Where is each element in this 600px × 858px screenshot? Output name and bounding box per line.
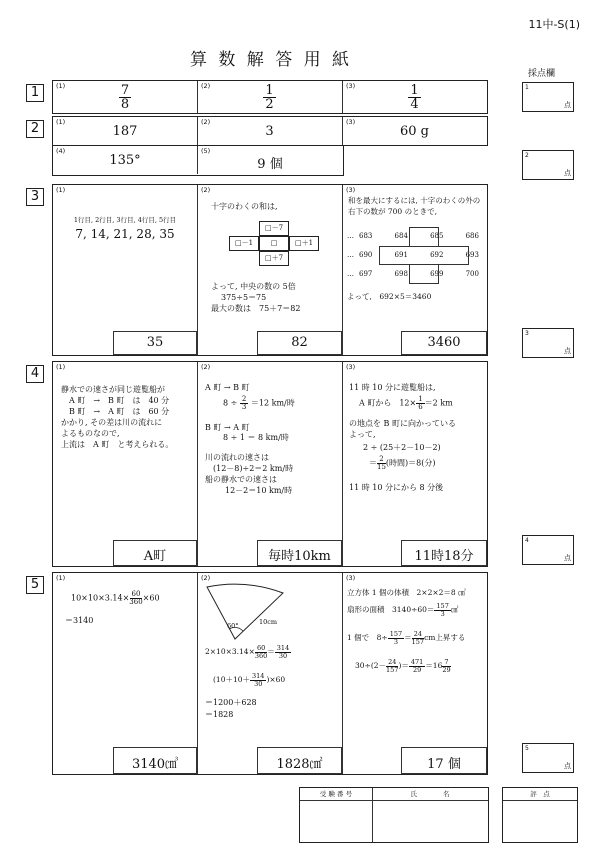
answer-2-4[interactable]: 135°	[109, 153, 141, 168]
work-line: 立方体 1 個の体積 2×2×2＝8 ㎤	[347, 588, 466, 597]
dots: …	[347, 270, 354, 278]
exam-number-label: 受 験 番 号	[319, 790, 353, 798]
total-score-box	[502, 787, 578, 843]
answer-5-1[interactable]: 3140㎤	[131, 757, 179, 772]
score-box-2[interactable]	[522, 150, 574, 180]
part-label: (1)	[56, 574, 66, 582]
work-line: 10×10×3.14× $\frac{60}{360}$ ×60	[71, 590, 160, 606]
work-line: 11 時 10 分に遊覧船は,	[349, 383, 436, 392]
question-2-number: 2	[26, 120, 44, 138]
answer-2-5[interactable]: 9 個	[257, 157, 283, 172]
work-line: 2 ÷ (25＋2－10－2)	[363, 443, 441, 452]
number-grid: 683 684 685 686 690 691 692 693 697 698 699 700	[359, 232, 479, 278]
work-line: よって, 692×5＝3460	[347, 292, 432, 301]
work-line: A 町 → B 町 は 40 分	[69, 396, 170, 405]
work-line: よるものなので,	[61, 429, 120, 438]
score-no: 2	[525, 152, 529, 159]
intro-text: 十字のわくの和は,	[211, 202, 278, 211]
answer-3-2[interactable]: 82	[291, 335, 308, 350]
score-box-5[interactable]	[522, 743, 574, 773]
answer-4-2[interactable]: 毎時10km	[268, 549, 331, 564]
page-code: 11中-S(1)	[528, 18, 580, 31]
part-label: (5)	[201, 147, 211, 155]
question-4-number: 4	[26, 365, 44, 383]
work-line: の地点を B 町に向かっている	[349, 419, 456, 428]
question-5-number: 5	[26, 576, 44, 594]
work-line: ＝1200＋628	[205, 698, 257, 707]
work-line: ＝1828	[205, 710, 234, 719]
score-no: 3	[525, 330, 529, 337]
score-unit: 点	[564, 762, 571, 770]
work-line: かかり, その差は川の流れに	[61, 418, 163, 427]
answer-5-3[interactable]: 17 個	[427, 757, 461, 772]
cross-bottom: □＋7	[259, 251, 289, 266]
denominator: 4	[410, 97, 419, 112]
part-label: (4)	[56, 147, 66, 155]
work-line: (12－8)÷2＝2 km/時	[213, 464, 294, 473]
intro-text: 和を最大にするには, 十字のわくの外の右下の数が 700 のときで,	[348, 196, 481, 216]
part-label: (1)	[56, 363, 66, 371]
answer-4-1[interactable]: A町	[143, 549, 167, 564]
score-box-1[interactable]	[522, 82, 574, 112]
work-line: 川の流れの速さは	[205, 453, 269, 462]
dots: …	[347, 251, 354, 259]
cross-left: □－1	[229, 236, 259, 251]
cross-center: □	[259, 236, 289, 251]
question-3-number: 3	[26, 188, 44, 206]
answer-4-3[interactable]: 11時18分	[414, 549, 474, 564]
cross-outline	[409, 265, 439, 284]
question-2-box	[52, 116, 488, 146]
work-line: 30÷(2－ $\frac{24}{157}$ )＝ $\frac{471}{29}$ ＝16 $\frac{7}{29}$	[355, 658, 451, 674]
score-no: 4	[525, 537, 529, 544]
numerator: 1	[265, 83, 274, 98]
exam-info-box	[299, 787, 489, 843]
work-line: 船の静水での速さは	[205, 475, 277, 484]
work-line: 最大の数は 75＋7＝82	[211, 304, 301, 313]
part-label: (3)	[346, 186, 356, 194]
work-line: 11 時 10 分にから 8 分後	[349, 483, 444, 492]
cross-outline	[379, 246, 469, 265]
answer-2-1[interactable]: 187	[112, 124, 138, 139]
length-label: 10cm	[259, 618, 278, 626]
work-line: 12－2＝10 km/時	[225, 486, 293, 495]
angle-label: 60°	[227, 622, 239, 630]
answer-3-3[interactable]: 3460	[427, 335, 461, 350]
work-line: A 町から 12× $\frac{1}{6}$ ＝2 km	[359, 395, 453, 411]
score-box-3[interactable]	[522, 328, 574, 358]
work-line: 上流は A 町 と考えられる。	[61, 440, 174, 449]
page-title: 算 数 解 答 用 紙	[190, 50, 353, 70]
work-line: 扇形の面積 3140÷60＝ $\frac{157}{3}$ ㎠	[347, 602, 459, 618]
sequence: 7, 14, 21, 28, 35	[75, 227, 175, 241]
answer-2-2[interactable]: 3	[265, 124, 274, 139]
part-label: (2)	[201, 118, 211, 126]
part-label: (2)	[201, 574, 211, 582]
score-unit: 点	[564, 101, 571, 109]
score-box-4[interactable]	[522, 535, 574, 565]
denominator: 8	[120, 97, 130, 112]
answer-1-3[interactable]	[342, 84, 487, 111]
question-2-box-lower	[52, 146, 344, 176]
score-no: 1	[525, 84, 529, 91]
numerator: 1	[410, 83, 419, 98]
part-label: (2)	[201, 186, 211, 194]
work-line: B 町 → A 町 は 60 分	[69, 407, 170, 416]
work-line: よって,	[349, 430, 376, 439]
sector-diagram	[205, 583, 285, 643]
work-line: (10＋10＋ $\frac{314}{30}$ )×60	[213, 672, 286, 688]
work-line: 2×10×3.14× $\frac{60}{360}$ ＝ $\frac{314}{30}$	[205, 644, 290, 660]
score-label: 評 点	[530, 790, 550, 798]
answer-1-2[interactable]	[197, 84, 342, 111]
work-line: A 町 → B 町	[205, 383, 250, 392]
part-label: (1)	[56, 118, 66, 126]
answer-1-1[interactable]	[53, 84, 197, 111]
score-column-label: 採点欄	[528, 69, 556, 79]
score-no: 5	[525, 745, 529, 752]
work-line: B 町 → A 町	[205, 423, 250, 432]
question-3-box	[52, 184, 488, 356]
score-unit: 点	[564, 554, 571, 562]
part-label: (1)	[56, 82, 66, 90]
question-1-box	[52, 80, 488, 114]
dots: …	[347, 232, 354, 240]
work-line: 8 ÷ 1 ＝ 8 km/時	[223, 433, 289, 442]
work-line: 静水での速さが同じ遊覧船が	[61, 385, 165, 394]
name-label: 氏 名	[410, 790, 450, 798]
question-5-box	[52, 572, 488, 775]
score-unit: 点	[564, 169, 571, 177]
numerator: 7	[120, 83, 130, 98]
part-label: (3)	[346, 118, 356, 126]
question-4-box	[52, 361, 488, 567]
work-line: 1 個で 8÷ $\frac{157}{3}$ ＝ $\frac{24}{157}$ cm上昇する	[347, 630, 466, 646]
cross-top: □－7	[259, 221, 289, 236]
work-line: よって, 中央の数の 5倍	[211, 282, 296, 291]
part-label: (3)	[346, 574, 356, 582]
denominator: 2	[265, 97, 274, 112]
part-label: (3)	[346, 363, 356, 371]
work-line: 8 ÷ $\frac{2}{3}$ ＝12 km/時	[223, 395, 295, 411]
cross-right: □＋1	[289, 236, 319, 251]
work-line: ＝ $\frac{2}{15}$ (時間)＝8(分)	[369, 455, 436, 471]
exam-number-field[interactable]	[302, 802, 370, 840]
row-labels: 1行目, 2行目, 3行目, 4行目, 5行目	[73, 216, 177, 224]
answer-2-3[interactable]: 60 g	[400, 124, 429, 139]
answer-5-2[interactable]: 1828㎠	[276, 757, 323, 772]
question-1-number: 1	[26, 84, 44, 102]
work-line: 375÷5＝75	[221, 293, 267, 302]
cross-outline	[409, 227, 439, 246]
part-label: (3)	[346, 82, 356, 90]
total-score-field[interactable]	[505, 802, 575, 840]
score-unit: 点	[564, 347, 571, 355]
work-line: ＝3140	[65, 616, 94, 625]
part-label: (1)	[56, 186, 66, 194]
part-label: (2)	[201, 363, 211, 371]
part-label: (2)	[201, 82, 211, 90]
answer-3-1[interactable]: 35	[146, 335, 164, 350]
name-field[interactable]	[374, 802, 486, 840]
